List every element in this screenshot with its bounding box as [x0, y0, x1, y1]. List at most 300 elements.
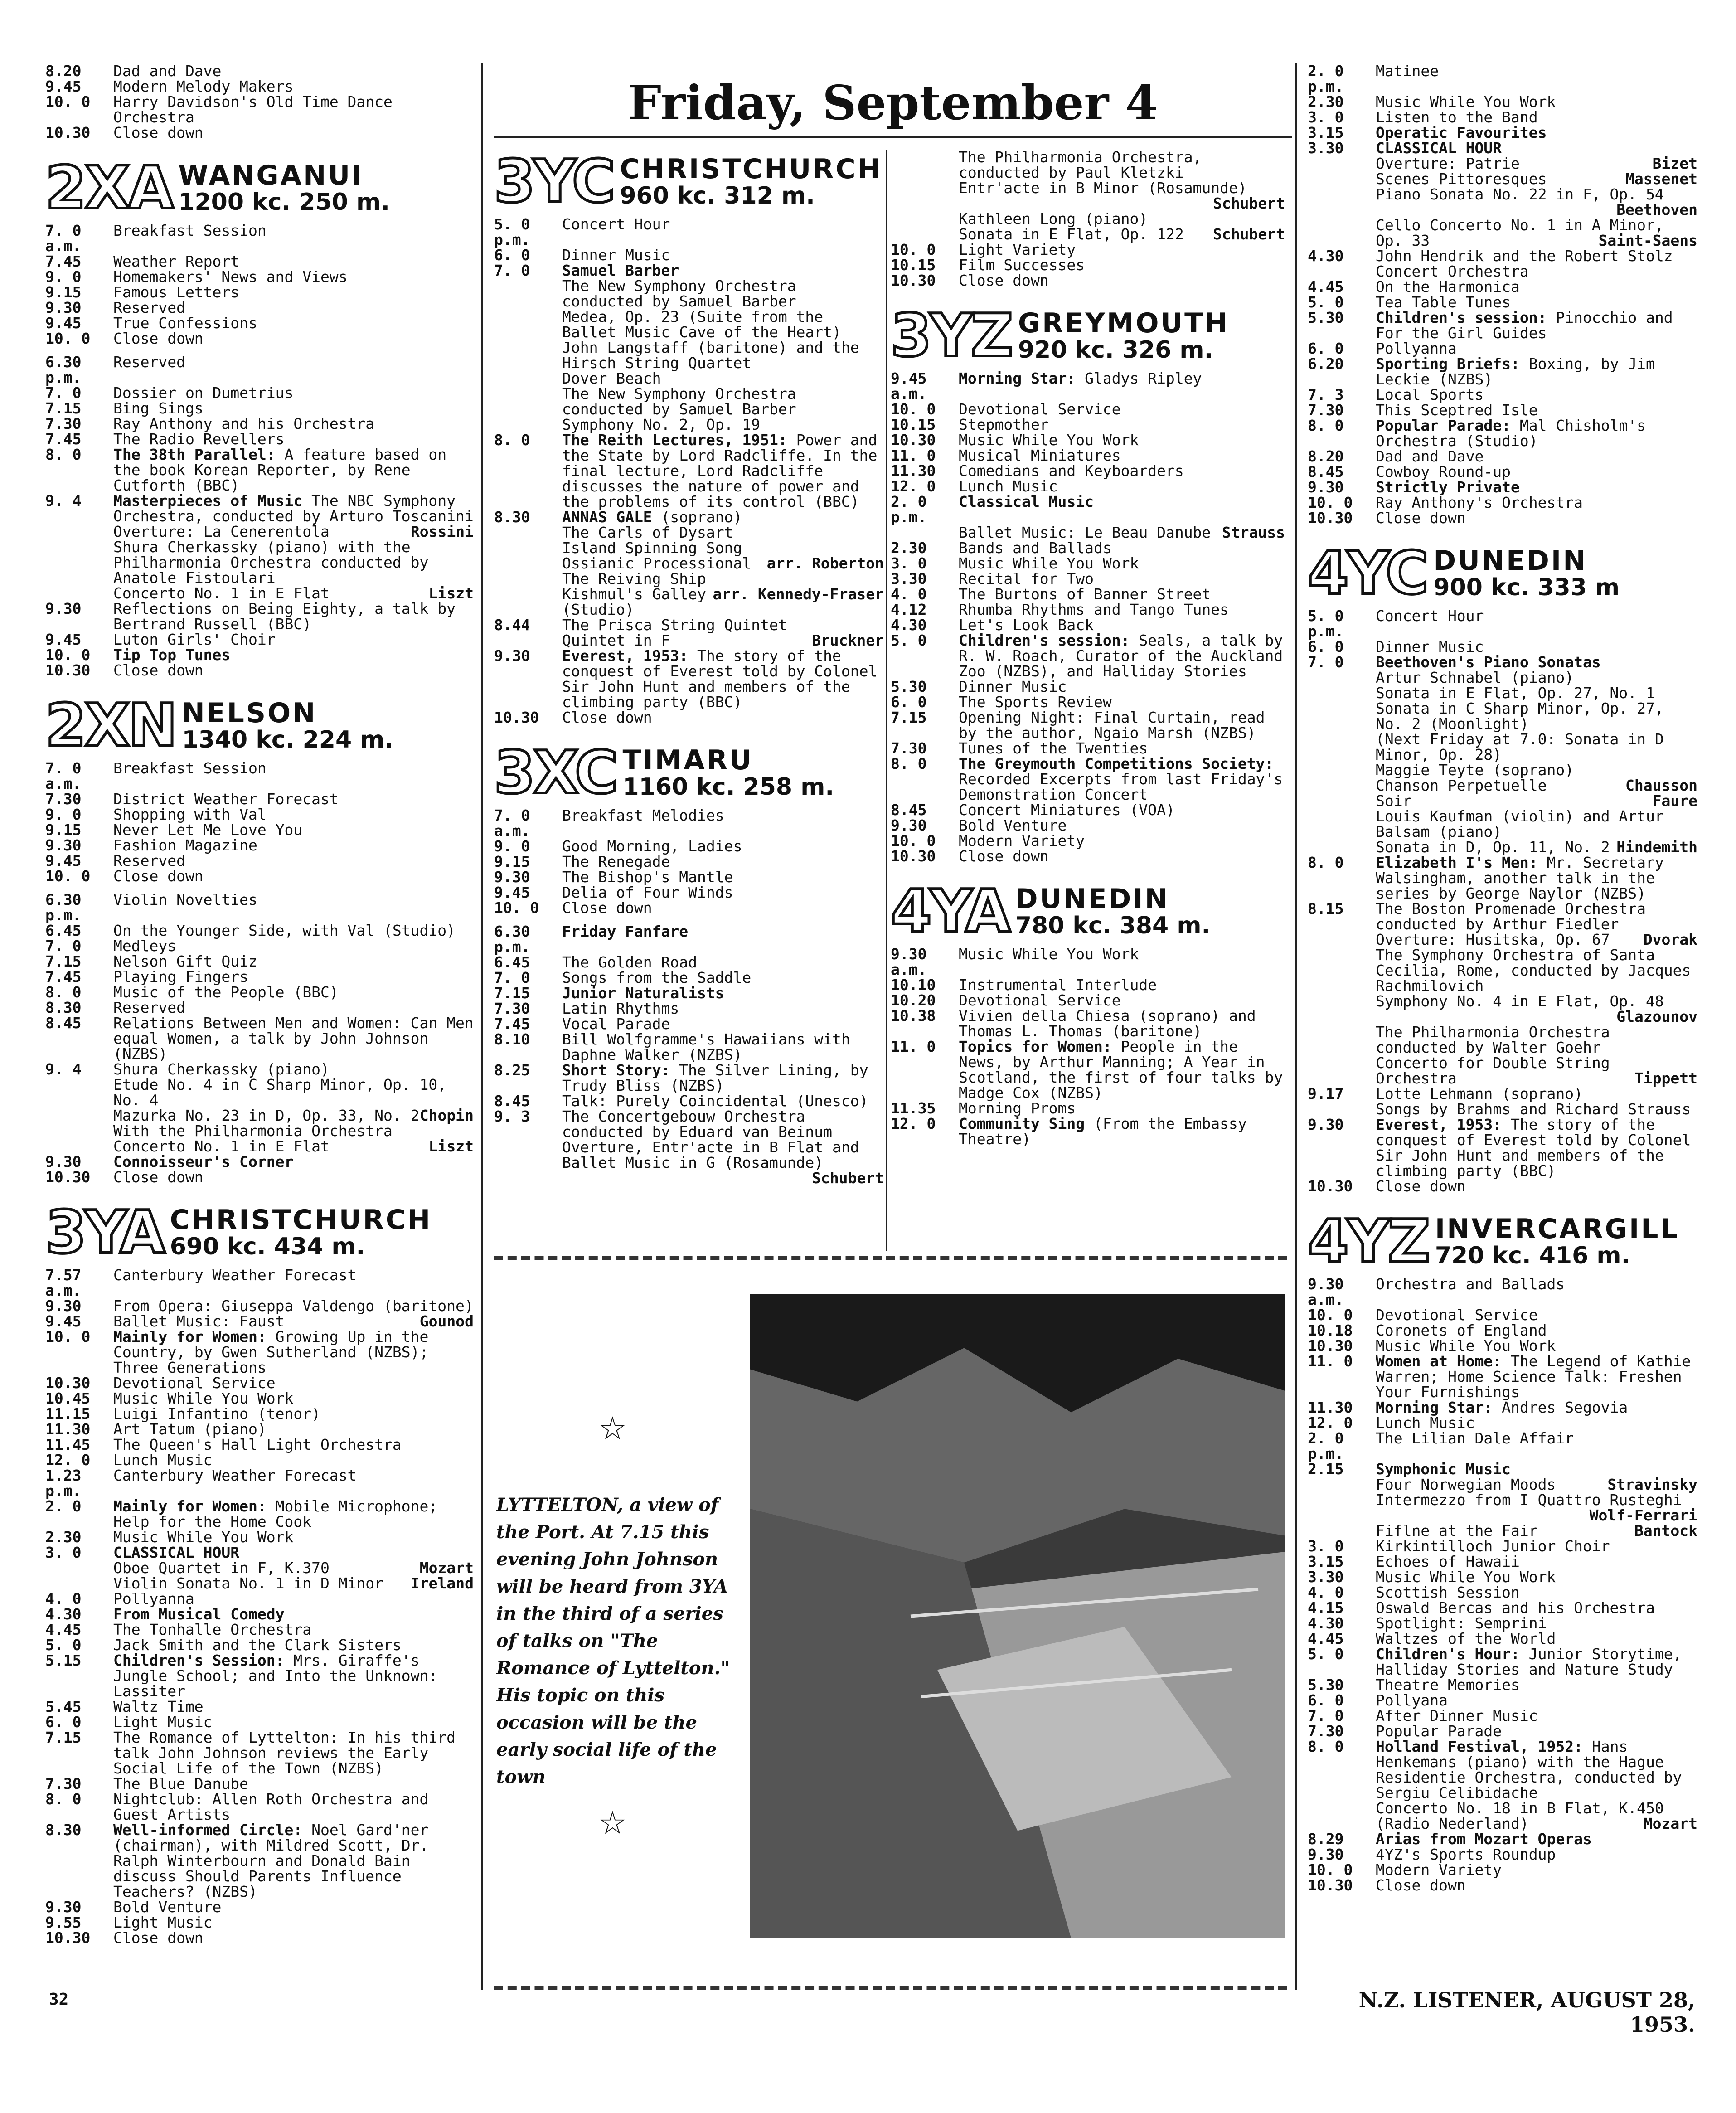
entry-text: [113, 1154, 474, 1170]
entry-time: [1308, 1102, 1376, 1117]
schedule-entry: [45, 954, 474, 969]
schedule-entry: [1308, 1801, 1697, 1831]
entry-text: [959, 417, 1285, 432]
entry-composer: Bruckner: [812, 631, 884, 649]
schedule-entry: [891, 602, 1285, 617]
entry-detail: Reserved: [113, 299, 185, 316]
entry-detail: Bold Venture: [959, 816, 1067, 834]
entry-detail: The Prisca String Quintet: [562, 616, 787, 634]
entry-detail: Light Variety: [959, 241, 1076, 258]
entry-time: 9.30: [891, 816, 927, 834]
column-2: [494, 147, 884, 1187]
entry-detail: A feature based on the book Korean Reporter, by Rene Cutforth (BBC): [113, 446, 447, 494]
entry-text: [113, 601, 474, 632]
entry-detail: Ballet Music: Faust: [113, 1312, 285, 1330]
entry-text: [1376, 1616, 1697, 1631]
entry-detail: Symphony No. 4 in E Flat, Op. 48: [1376, 992, 1664, 1010]
entry-detail: Songs by Brahms and Richard Strauss: [1376, 1100, 1691, 1118]
entry-text: [1376, 1277, 1697, 1307]
entry-time: 4. 0: [891, 585, 927, 603]
entry-time: 10.18: [1308, 1321, 1353, 1339]
entry-text: [959, 227, 1285, 242]
schedule-entry: [1308, 141, 1697, 156]
entry-detail: Film Successes: [959, 256, 1085, 274]
entry-detail: Coronets of England: [1376, 1321, 1547, 1339]
entry-detail: Lunch Music: [113, 1451, 213, 1469]
entry-time: 10.30: [45, 661, 91, 679]
entry-time: 6. 0: [1308, 1691, 1344, 1709]
entry-detail: Hans Henkemans (piano) with the Hague Residentie Orchestra, conducted by Sergiu Celibidache: [1376, 1738, 1682, 1802]
entry-text: [113, 316, 474, 331]
entry-detail: Ray Anthony's Orchestra: [1376, 494, 1583, 511]
entry-time: [891, 227, 959, 242]
entry-heading: Beethoven's Piano Sonatas: [1376, 653, 1601, 671]
schedule-entry: [1308, 793, 1697, 809]
entry-time: 9. 0: [45, 806, 82, 823]
entry-detail: The Silver Lining, by Trudy Bliss (NZBS): [562, 1061, 868, 1094]
entry-text: [562, 371, 884, 386]
entry-text: [959, 679, 1285, 695]
entry-detail: The Sports Review: [959, 693, 1112, 711]
entry-text: [113, 1607, 474, 1622]
schedule-entry: [1308, 1102, 1697, 1117]
entry-time: 10. 0: [494, 899, 539, 917]
entry-text: [959, 540, 1285, 556]
entry-text: [562, 263, 884, 278]
schedule-entry: [45, 493, 474, 524]
entry-detail: Orchestra and Ballads: [1376, 1275, 1565, 1293]
entry-text: [113, 632, 474, 647]
entry-time: 12. 0: [891, 477, 936, 495]
entry-text: [562, 1001, 884, 1016]
schedule-entry: [45, 316, 474, 331]
entry-time: 6.45: [494, 953, 530, 971]
entry-detail: Modern Melody Makers: [113, 78, 294, 95]
schedule-entry: [494, 1093, 884, 1109]
schedule-entry: [45, 355, 474, 385]
schedule-entry: [1308, 495, 1697, 510]
schedule-block: [494, 808, 884, 1186]
title-rule: [494, 136, 1292, 138]
entry-detail: Lotte Lehmann (soprano): [1376, 1085, 1583, 1103]
entry-time: 6. 0: [45, 1713, 82, 1731]
entry-time: 9.17: [1308, 1085, 1344, 1103]
entry-detail: Music While You Work: [959, 431, 1139, 449]
entry-text: [113, 663, 474, 678]
entry-time: 4.12: [891, 601, 927, 618]
schedule-entry: [1308, 778, 1697, 793]
schedule-entry: [45, 792, 474, 807]
schedule-entry: [45, 938, 474, 954]
entry-time: 7. 0: [45, 937, 82, 955]
entry-heading: From Musical Comedy: [113, 1605, 285, 1623]
entry-time: 6. 0: [1308, 340, 1344, 357]
entry-detail: (Next Friday at 7.0: Sonata in D Minor, Op. 28): [1376, 730, 1664, 763]
entry-detail: The Blue Danube: [113, 1775, 249, 1792]
schedule-entry: [45, 79, 474, 94]
schedule-entry: [1308, 341, 1697, 356]
entry-time: 4.30: [45, 1605, 82, 1623]
entry-detail: Homemakers' News and Views: [113, 268, 348, 286]
station-logo: 3YC: [494, 147, 614, 216]
schedule-entry: [1308, 670, 1697, 685]
schedule-entry: [1308, 1086, 1697, 1102]
schedule-entry: [45, 1077, 474, 1108]
entry-time: 8.30: [45, 1821, 82, 1839]
entry-text: [959, 371, 1285, 402]
entry-text: [1376, 1739, 1697, 1801]
entry-time: 12. 0: [891, 1115, 936, 1132]
schedule-entry: [45, 853, 474, 869]
entry-detail: District Weather Forecast: [113, 790, 339, 808]
entry-detail: The Romance of Lyttelton: In his third talk John Johnson reviews the Early Social Life of the Town (NZBS): [113, 1729, 456, 1777]
entry-detail: Pinocchio and For the Girl Guides: [1376, 309, 1673, 342]
schedule-entry: [1308, 1569, 1697, 1585]
entry-detail: Concert Hour: [562, 215, 670, 233]
schedule-entry: [1308, 218, 1697, 248]
schedule-entry: [1308, 1179, 1697, 1194]
schedule-entry: [494, 633, 884, 648]
entry-text: [113, 892, 474, 923]
entry-detail: Canterbury Weather Forecast: [113, 1467, 357, 1484]
entry-time: 10. 0: [1308, 1306, 1353, 1324]
schedule-entry: [891, 257, 1285, 273]
entry-text: [113, 285, 474, 300]
entry-text: [113, 1715, 474, 1730]
entry-heading: CLASSICAL HOUR: [1376, 139, 1502, 157]
station-city: WANGANUI: [178, 160, 364, 191]
entry-text: [562, 633, 884, 648]
schedule-entry: [1308, 639, 1697, 655]
entry-composer: Saint-Saens: [1598, 232, 1697, 249]
entry-detail: Popular Parade: [1376, 1722, 1502, 1740]
schedule-entry: [494, 525, 884, 540]
schedule-entry: [494, 808, 884, 839]
entry-time: [1308, 218, 1376, 248]
entry-text: [113, 401, 474, 416]
station-logo: 2XA: [45, 153, 172, 222]
entry-detail: The Burtons of Banner Street: [959, 585, 1211, 603]
entry-composer: Bizet: [1652, 155, 1697, 172]
schedule-entry: [45, 1899, 474, 1915]
entry-detail: Reserved: [113, 999, 185, 1016]
entry-time: 9.45: [45, 314, 82, 332]
entry-detail: Music While You Work: [959, 945, 1139, 963]
entry-detail: Mr. Secretary Walsingham, another talk in the series by George Naylor (NZBS): [1376, 854, 1664, 902]
entry-detail: Light Music: [113, 1914, 213, 1931]
entry-text: [562, 340, 884, 371]
entry-detail: Music While You Work: [1376, 1337, 1556, 1355]
entry-detail: Recital for Two: [959, 570, 1094, 588]
schedule-entry: [1308, 608, 1697, 639]
entry-text: [1376, 685, 1697, 701]
schedule-entry: [45, 1437, 474, 1452]
entry-time: 7. 0 a.m.: [45, 759, 82, 792]
entry-text: [1376, 125, 1697, 141]
entry-text: [959, 1039, 1285, 1101]
schedule-entry: [1308, 110, 1697, 125]
page-title: Friday, September 4: [628, 75, 1158, 131]
schedule-entry: [494, 924, 884, 955]
entry-text: [1376, 778, 1697, 793]
entry-time: 5. 0 p.m.: [1308, 607, 1344, 640]
entry-detail: Mobile Microphone; Help for the Home Cook: [113, 1497, 438, 1530]
entry-text: [1376, 670, 1697, 685]
entry-detail: Close down: [562, 709, 652, 726]
entry-time: 11. 0: [891, 447, 936, 464]
entry-detail: After Dinner Music: [1376, 1707, 1538, 1724]
entry-text: [113, 1000, 474, 1015]
entry-time: 9.30: [1308, 478, 1344, 496]
entry-detail: Theatre Memories: [1376, 1676, 1520, 1694]
schedule-entry: [45, 838, 474, 853]
entry-heading: Samuel Barber: [562, 262, 679, 279]
schedule-entry: [1308, 1862, 1697, 1878]
schedule-entry: [45, 969, 474, 985]
entry-heading: Mainly for Women:: [113, 1328, 267, 1346]
entry-text: [562, 1140, 884, 1186]
entry-detail: Never Let Me Love You: [113, 821, 303, 839]
entry-detail: The Tonhalle Orchestra: [113, 1621, 312, 1638]
entry-text: [1376, 1354, 1697, 1400]
entry-text: [1376, 1179, 1697, 1194]
entry-detail: Lunch Music: [1376, 1414, 1475, 1432]
entry-detail: Bands and Ballads: [959, 539, 1112, 557]
entry-detail: Breakfast Session: [113, 759, 267, 777]
entry-time: 2. 0 p.m.: [891, 493, 927, 526]
schedule-block: [891, 371, 1285, 864]
entry-text: [113, 432, 474, 447]
entry-detail: Close down: [1376, 1876, 1466, 1894]
entry-heading: Morning Star:: [1376, 1399, 1493, 1416]
entry-time: 11.30: [1308, 1399, 1353, 1416]
schedule-entry: [1308, 1477, 1697, 1492]
schedule-entry: [494, 885, 884, 900]
station-frequency: 1200 kc. 250 m.: [178, 189, 390, 216]
entry-heading: Morning Star:: [959, 369, 1076, 387]
entry-text: [1376, 732, 1697, 763]
station-logo: 2XN: [45, 691, 176, 760]
entry-heading: Mainly for Women:: [113, 1497, 267, 1515]
entry-time: 9.30: [494, 647, 530, 665]
entry-text: [1376, 1831, 1697, 1847]
entry-time: [45, 1139, 113, 1154]
entry-text: [959, 273, 1285, 288]
schedule-entry: [1308, 809, 1697, 840]
entry-text: [1376, 1631, 1697, 1647]
entry-detail: True Confessions: [113, 314, 257, 332]
star-icon: ☆: [598, 1804, 627, 1841]
entry-time: 5. 0: [45, 1636, 82, 1654]
entry-heading: Masterpieces of Music: [113, 492, 303, 510]
entry-time: 10.38: [891, 1007, 936, 1025]
schedule-entry: [1308, 994, 1697, 1025]
entry-time: [891, 525, 959, 540]
entry-detail: Cowboy Round-up: [1376, 463, 1511, 481]
entry-detail: The Radio Revellers: [113, 430, 285, 448]
entry-composer: Chopin: [419, 1107, 474, 1124]
entry-detail: Morning Proms: [959, 1099, 1076, 1117]
schedule-entry: [1308, 1616, 1697, 1631]
entry-time: 7.30: [1308, 401, 1344, 419]
entry-text: [959, 833, 1285, 849]
entry-detail: Close down: [113, 1168, 204, 1186]
entry-detail: Dinner Music: [562, 246, 670, 264]
schedule-block: [1308, 1277, 1697, 1893]
entry-time: 1.23 p.m.: [45, 1467, 82, 1500]
entry-time: 10. 0: [45, 867, 91, 885]
station-frequency: 780 kc. 384 m.: [1015, 912, 1211, 939]
entry-time: [45, 1576, 113, 1591]
entry-time: [494, 525, 562, 540]
entry-text: [1376, 1693, 1697, 1708]
entry-text: [113, 1792, 474, 1822]
entry-text: [1376, 1677, 1697, 1693]
entry-text: [562, 617, 884, 633]
entry-time: [1308, 778, 1376, 793]
schedule-entry: [45, 385, 474, 401]
schedule-entry: [1308, 1523, 1697, 1539]
entry-time: 4.30: [1308, 247, 1344, 265]
schedule-entry: [45, 300, 474, 316]
entry-detail: Jack Smith and the Clark Sisters: [113, 1636, 402, 1654]
entry-detail: The Legend of Kathie Warren; Home Science Talk: Freshen Your Furnishings: [1376, 1352, 1691, 1401]
photo-caption: LYTTELTON, a view of the Port. At 7.15 this evening John Johnson will be heard from 3YA in the third of a series of talks on "The Romance of Lyttelton." His topic on this occasion will be the early social life of the town: [496, 1494, 730, 1788]
schedule-entry: [45, 1000, 474, 1015]
schedule-entry: [494, 869, 884, 885]
entry-text: [562, 986, 884, 1001]
entry-time: 10.15: [891, 256, 936, 274]
schedule-entry: [45, 1545, 474, 1560]
schedule-entry: [45, 1452, 474, 1468]
schedule-entry: [494, 854, 884, 869]
entry-time: 7. 0: [494, 969, 530, 986]
entry-detail: The Lilian Dale Affair: [1376, 1429, 1574, 1447]
entry-time: [494, 571, 562, 587]
entry-detail: Dad and Dave: [1376, 447, 1484, 465]
entry-text: [1376, 608, 1697, 639]
entry-time: 8.45: [891, 801, 927, 819]
entry-time: 11.30: [891, 462, 936, 480]
entry-detail: The Boston Promenade Orchestra conducted by Arthur Fiedler: [1376, 900, 1646, 933]
entry-text: [959, 556, 1285, 571]
schedule-block: [45, 223, 474, 678]
entry-time: 8. 0: [1308, 854, 1344, 871]
schedule-block: [1308, 608, 1697, 1194]
entry-detail: John Langstaff (baritone) and the Hirsch String Quartet: [562, 339, 859, 372]
entry-detail: Artur Schnabel (piano): [1376, 669, 1574, 686]
entry-detail: The Concertgebouw Orchestra conducted by Eduard van Beinum: [562, 1108, 833, 1141]
entry-composer: Mozart: [1643, 1815, 1697, 1832]
entry-text: [113, 969, 474, 985]
schedule-entry: [45, 447, 474, 493]
entry-detail: The Reiving Ship: [562, 570, 706, 588]
entry-detail: Local Sports: [1376, 386, 1484, 403]
schedule-entry: [891, 432, 1285, 448]
entry-text: [1376, 1878, 1697, 1893]
entry-time: 7.30: [891, 739, 927, 757]
entry-time: 7.57 a.m.: [45, 1266, 82, 1299]
entry-time: 3. 0: [45, 1544, 82, 1561]
schedule-entry: [45, 1406, 474, 1422]
entry-heading: Operatic Favourites: [1376, 124, 1547, 141]
entry-detail: (Studio): [562, 601, 634, 618]
entry-text: [113, 300, 474, 316]
station-logo: 3YA: [45, 1198, 164, 1267]
schedule-entry: [45, 1314, 474, 1329]
entry-heading: Classical Music: [959, 493, 1094, 510]
entry-time: 8.15: [1308, 900, 1344, 918]
schedule-entry: [1308, 480, 1697, 495]
entry-time: 3. 0: [1308, 1537, 1344, 1555]
entry-detail: Power and the State by Lord Radcliffe. In the final lecture, Lord Radcliffe discusses the nature of power and the problems of its control (BBC): [562, 431, 878, 510]
entry-text: [1376, 1086, 1697, 1102]
entry-text: [562, 970, 884, 986]
entry-time: 7. 0: [45, 384, 82, 402]
column-divider: [886, 150, 887, 1251]
schedule-entry: [1308, 356, 1697, 387]
entry-text: [113, 1329, 474, 1375]
entry-detail: Overture, Entr'acte in B Flat and Ballet Music in G (Rosamunde): [562, 1138, 859, 1171]
entry-time: 9.30: [45, 1297, 82, 1315]
entry-detail: The Renegade: [562, 853, 670, 870]
schedule-entry: [1308, 63, 1697, 94]
schedule-entry: [1308, 1631, 1697, 1647]
entry-time: 11.15: [45, 1405, 91, 1423]
entry-detail: Luigi Infantino (tenor): [113, 1405, 320, 1423]
entry-time: [494, 587, 562, 602]
entry-text: [562, 556, 884, 571]
entry-text: [959, 756, 1285, 802]
station-logo: 4YC: [1308, 539, 1427, 607]
schedule-entry: [494, 839, 884, 854]
entry-time: [494, 602, 562, 617]
entry-detail: The NBC Symphony Orchestra, conducted by Arturo Toscanini: [113, 492, 474, 525]
entry-composer: Strauss: [1222, 524, 1285, 541]
entry-text: [959, 211, 1285, 227]
schedule-entry: [891, 617, 1285, 633]
schedule-entry: [1308, 1847, 1697, 1862]
station-city: DUNEDIN: [1433, 545, 1588, 577]
schedule-entry: [891, 150, 1285, 180]
entry-time: 7.45: [494, 1015, 530, 1033]
entry-time: [494, 417, 562, 432]
schedule-entry: [45, 586, 474, 601]
station-logo: 4YA: [891, 877, 1009, 946]
entry-text: [959, 802, 1285, 818]
entry-time: 2.30: [45, 1528, 82, 1546]
entry-detail: Close down: [1376, 1177, 1466, 1195]
entry-heading: Sporting Briefs:: [1376, 355, 1520, 373]
entry-heading: ANNAS GALE: [562, 508, 652, 526]
entry-detail: Music of the People (BBC): [113, 983, 339, 1001]
entry-detail: The Carls of Dysart: [562, 524, 733, 541]
star-icon: ☆: [598, 1410, 627, 1447]
entry-time: [494, 633, 562, 648]
entry-heading: Children's session:: [959, 631, 1130, 649]
schedule-entry: [494, 432, 884, 510]
entry-text: [562, 540, 884, 556]
entry-detail: Close down: [113, 1929, 204, 1947]
schedule-entry: [494, 1001, 884, 1016]
schedule-entry: [45, 1108, 474, 1123]
entry-text: [113, 1452, 474, 1468]
entry-time: 9.15: [494, 853, 530, 870]
entry-time: 4. 0: [45, 1590, 82, 1608]
entry-time: 11.35: [891, 1099, 936, 1117]
entry-text: [562, 602, 884, 617]
schedule-entry: [891, 494, 1285, 525]
